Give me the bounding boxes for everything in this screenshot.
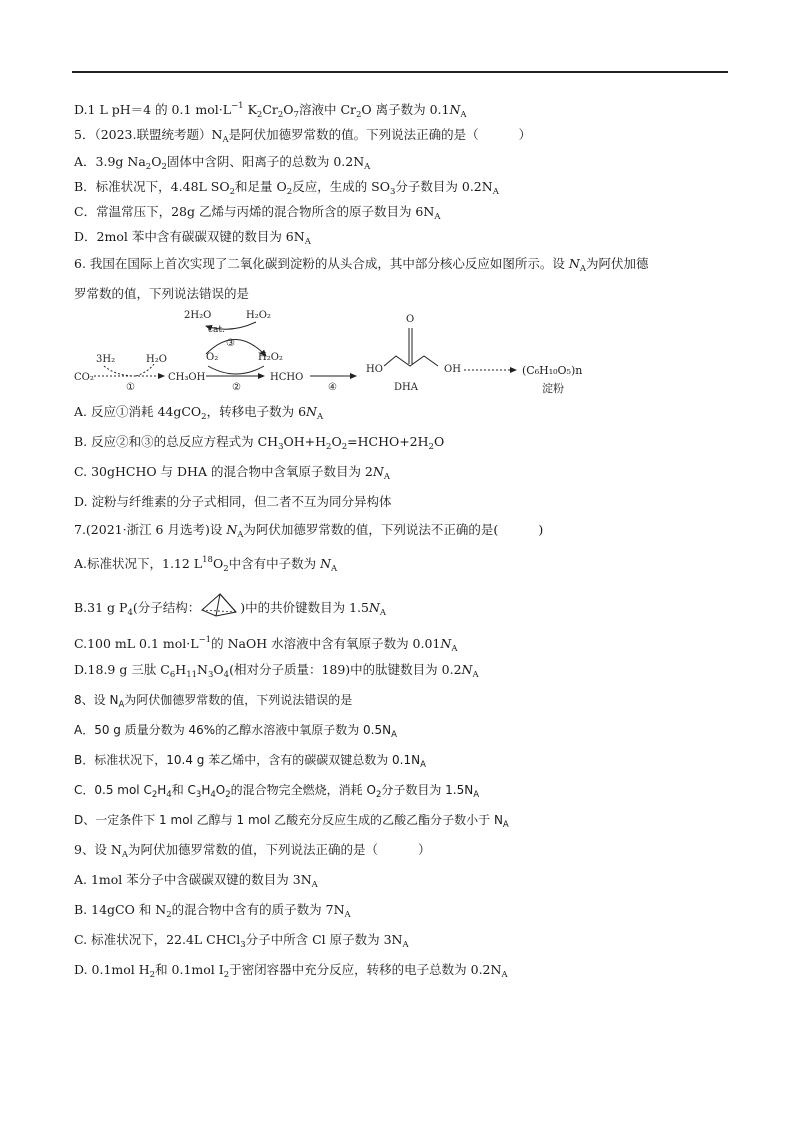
q9-option-c: C. 标准状况下，22.4L CHCl$_3$分子中所含 Cl 原子数为 $3N_A$ (74, 932, 409, 950)
q7-option-b: B.31 g $P_4$(分子结构： )中的共价键数目为 $1.5N_A$ (74, 592, 386, 621)
q5-option-b: B．标准状况下，4.48L $SO_2$和足量 $O_2$反应，生成的 $SO_3$分子数目为 $0.2N_A$ (74, 179, 499, 197)
scheme-h2o2-right: H₂O₂ (258, 352, 283, 363)
q7-option-c: C.100 mL 0.1 $mol\cdot L^{-1}$的 NaOH 水溶液中含有氧原子数为 $0.01N_A$ (74, 635, 458, 654)
scheme-dha-o: O (406, 314, 415, 325)
q5-stem: 5．（2023.联盟统考题）$N_A$是阿伏加德罗常数的值。下列说法正确的是（ ） (74, 127, 532, 145)
scheme-circle-4: ④ (328, 382, 337, 393)
scheme-ch3oh: CH₃OH (168, 372, 206, 383)
header-rule (72, 71, 728, 73)
q5-option-d: D．2mol 苯中含有碳碳双键的数目为 $6N_A$ (74, 229, 311, 247)
scheme-starch-formula: (C₆H₁₀O₅)n (522, 364, 583, 377)
q8-stem: 8、设 $N_A$为阿伏伽德罗常数的值，下列说法错误的是 (74, 693, 353, 710)
q8-option-c: C．0.5 mol $C_2H_4$和 $C_3H_4O_2$的混合物完全燃烧，消耗 $O_2$分子数目为 $1.5N_A$ (74, 783, 480, 800)
scheme-circle-2: ② (232, 382, 241, 393)
q6-option-d: D. 淀粉与纤维素的分子式相同，但二者不互为同分异构体 (74, 494, 392, 509)
reaction-scheme (66, 304, 706, 395)
scheme-hcho: HCHO (270, 372, 304, 383)
scheme-2h2o: 2H₂O (184, 310, 212, 321)
q8-option-a: A．50 g 质量分数为 46%的乙醇水溶液中氧原子数为 $0.5N_A$ (74, 723, 397, 740)
scheme-dha-ho: HO (366, 364, 383, 375)
q8-option-b: B．标准状况下，10.4 g 苯乙烯中，含有的碳碳双键总数为 $0.1N_A$ (74, 753, 426, 770)
scheme-co2: CO₂ (74, 372, 94, 383)
scheme-h2o: H₂O (146, 354, 167, 365)
q9-stem: 9、设 $N_A$为阿伏加德罗常数的值，下列说法正确的是（ ） (74, 842, 431, 860)
q6-option-b: B. 反应②和③的总反应方程式为 $CH_3OH+H_2O_2=HCHO+2H_2O$ (74, 434, 445, 452)
scheme-dha-label: DHA (394, 382, 418, 393)
q7-option-a: A.标准状况下，1.12 $L^{18}O_2$中含有中子数为 $N_A$ (74, 555, 338, 574)
q9-option-d: D. 0.1mol $H_2$和 0.1mol $I_2$于密闭容器中充分反应，转移的电子总数为 $0.2N_A$ (74, 962, 508, 980)
q6-stem: 6. 我国在国际上首次实现了二氧化碳到淀粉的从头合成，其中部分核心反应如图所示。设 $N_A$为阿伏加德 (74, 256, 649, 274)
scheme-cat: cat. (208, 325, 225, 335)
scheme-circle-1: ① (126, 382, 135, 393)
q7-option-d: D.18.9 g 三肽 $C_6H_{11}N_3O_4$(相对分子质量：189)中的肽键数目为 $0.2N_A$ (74, 662, 479, 680)
q6-stem-cont: 罗常数的值，下列说法错误的是 (74, 286, 250, 301)
scheme-starch: 淀粉 (542, 382, 564, 395)
q6-option-c: C. 30gHCHO 与 DHA 的混合物中含氧原子数目为 $2N_A$ (74, 464, 390, 482)
q7-stem: 7.(2021·浙江 6 月选考)设 $N_A$为阿伏加德罗常数的值，下列说法不正确的是( ) (74, 522, 544, 540)
scheme-o2: O₂ (206, 352, 219, 363)
q8-option-d: D、一定条件下 1 mol 乙醇与 1 mol 乙酸充分反应生成的乙酸乙酯分子数小于 $N_A$ (74, 813, 509, 830)
q5-option-c: C．常温常压下，28g 乙烯与丙烯的混合物所含的原子数目为 $6N_A$ (74, 204, 441, 222)
q5-option-a: A．3.9g $Na_2O_2$固体中含阴、阳离子的总数为 $0.2N_A$ (74, 154, 371, 172)
scheme-3h2: 3H₂ (96, 354, 116, 365)
scheme-h2o2-top: H₂O₂ (246, 310, 271, 321)
scheme-dha-oh: OH (444, 364, 461, 375)
q9-option-a: A. 1mol 苯分子中含碳碳双键的数目为 $3N_A$ (74, 872, 318, 890)
q9-option-b: B. 14gCO 和 $N_2$的混合物中含有的质子数为 $7N_A$ (74, 902, 351, 920)
q6-option-a: A. 反应①消耗 44gCO$_2$，转移电子数为 $6N_A$ (74, 404, 324, 422)
scheme-circle-3: ③ (226, 338, 235, 349)
p4-tetrahedron-icon (200, 592, 240, 618)
q4-option-d: D.1 L pH＝4 的 0.1 $mol\cdot L^{-1}$ $K_2Cr_2O_7$溶液中 $Cr_2O$ 离子数为 $0.1N_A$ (74, 101, 467, 120)
